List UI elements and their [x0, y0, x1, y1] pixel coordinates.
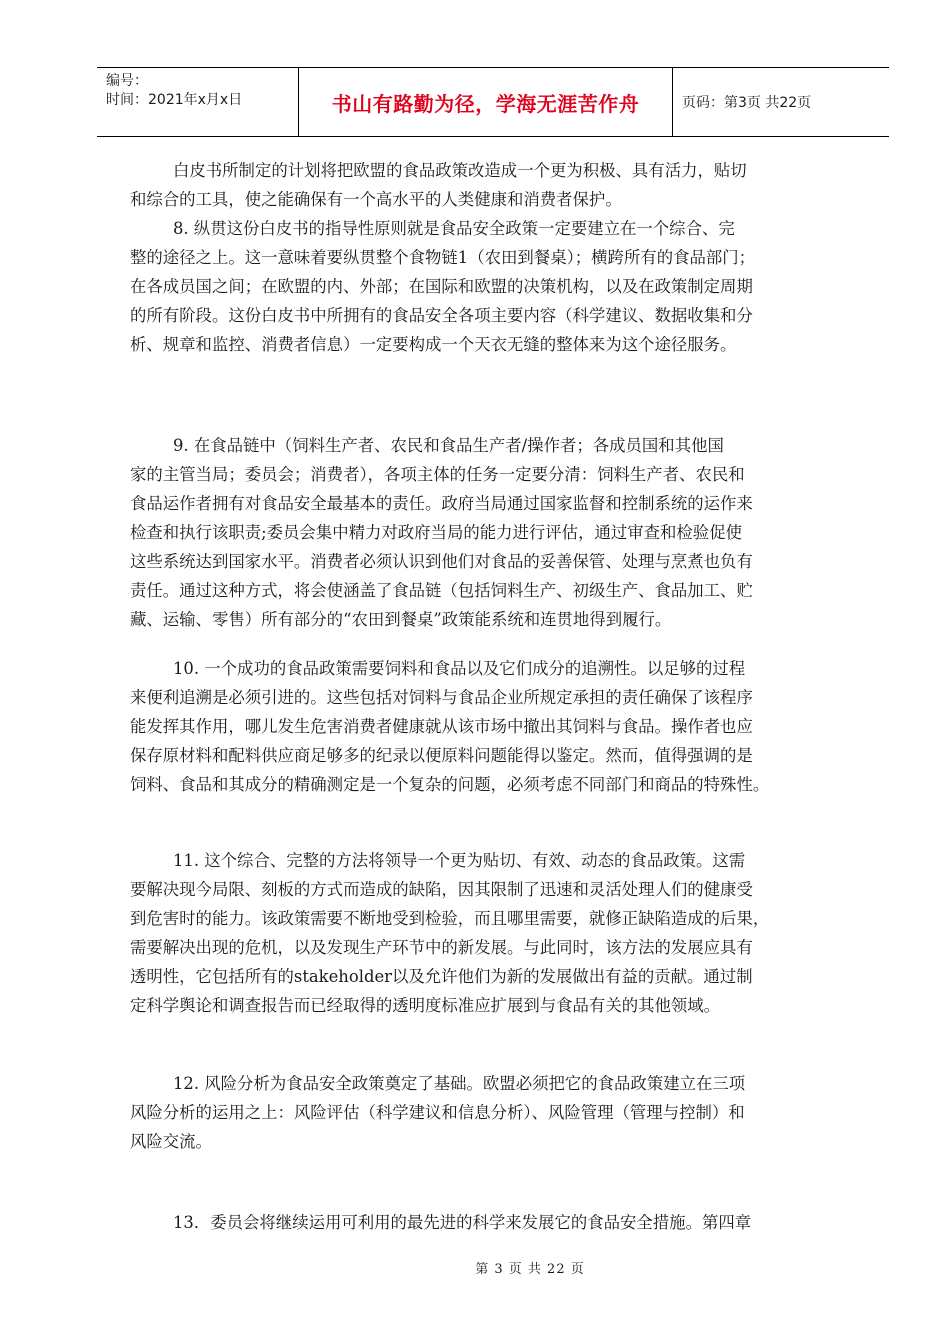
- paragraph-line: 风险交流。: [130, 1132, 212, 1151]
- page-footer: 第 3 页 共 22 页: [475, 1262, 585, 1277]
- paragraph-line: 透明性，它包括所有的stakeholder以及允许他们为新的发展做出有益的贡献。通过制: [130, 967, 753, 986]
- paragraph-11: [130, 846, 860, 1020]
- document-header: [97, 67, 889, 137]
- paragraph-line: 定科学舆论和调查报告而已经取得的透明度标准应扩展到与食品有关的其他领域。: [130, 996, 721, 1015]
- paragraph-line: 藏、运输、零售）所有部分的“农田到餐桌”政策能系统和连贯地得到履行。: [130, 610, 672, 629]
- paragraph-line: 在各成员国之间；在欧盟的内、外部；在国际和欧盟的决策机构，以及在政策制定周期: [130, 277, 753, 296]
- paragraph-line: 13．委员会将继续运用可利用的最先进的科学来发展它的食品安全措施。第四章: [173, 1213, 752, 1232]
- paragraph-line: 8. 纵贯这份白皮书的指导性原则就是食品安全政策一定要建立在一个综合、完: [173, 219, 735, 238]
- paragraph-line: 能发挥其作用，哪儿发生危害消费者健康就从该市场中撤出其饲料与食品。操作者也应: [130, 717, 753, 736]
- paragraph-line: 检查和执行该职责;委员会集中精力对政府当局的能力进行评估，通过审查和检验促使: [130, 523, 742, 542]
- paragraph-line: 12. 风险分析为食品安全政策奠定了基础。欧盟必须把它的食品政策建立在三项: [173, 1074, 746, 1093]
- paragraph-line: 整的途径之上。这一意味着要纵贯整个食物链1（农田到餐桌）；横跨所有的食品部门；: [130, 248, 756, 267]
- paragraph-line: 需要解决出现的危机，以及发现生产环节中的新发展。与此同时，该方法的发展应具有: [130, 938, 753, 957]
- paragraph-line: 析、规章和监控、消费者信息）一定要构成一个天衣无缝的整体来为这个途径服务。: [130, 335, 737, 354]
- paragraph-line: 11. 这个综合、完整的方法将领导一个更为贴切、有效、动态的食品政策。这需: [173, 851, 746, 870]
- paragraph-line: 来便利追溯是必须引进的。这些包括对饲料与食品企业所规定承担的责任确保了该程序: [130, 688, 753, 707]
- paragraph-12: [130, 1069, 860, 1156]
- paragraph-line: 这些系统达到国家水平。消费者必须认识到他们对食品的妥善保管、处理与烹煮也负有: [130, 552, 753, 571]
- paragraph-line: 家的主管当局；委员会；消费者），各项主体的任务一定要分清：饲料生产者、农民和: [130, 465, 745, 484]
- paragraph-line: 10. 一个成功的食品政策需要饲料和食品以及它们成分的追溯性。以足够的过程: [173, 659, 746, 678]
- paragraph-line: 保存原材料和配料供应商足够多的纪录以便原料问题能得以鉴定。然而，值得强调的是: [130, 746, 753, 765]
- header-motto: 书山有路勤为径，学海无涯苦作舟: [299, 68, 673, 136]
- header-page-label: 页码：第3页 共22页: [682, 95, 812, 111]
- paragraph-line: 9. 在食品链中（饲料生产者、农民和食品生产者/操作者；各成员国和其他国: [173, 436, 724, 455]
- paragraph-line: 和综合的工具，使之能确保有一个高水平的人类健康和消费者保护。: [130, 190, 622, 209]
- paragraph-line: 的所有阶段。这份白皮书中所拥有的食品安全各项主要内容（科学建议、数据收集和分: [130, 306, 753, 325]
- paragraph-line: 饲料、食品和其成分的精确测定是一个复杂的问题，必须考虑不同部门和商品的特殊性。: [130, 775, 770, 794]
- paragraph-line: 到危害时的能力。该政策需要不断地受到检验，而且哪里需要，就修正缺陷造成的后果，: [130, 909, 770, 928]
- paragraph-9: [130, 431, 860, 634]
- paragraph-13: [130, 1208, 860, 1237]
- paragraph-line: 风险分析的运用之上：风险评估（科学建议和信息分析）、风险管理（管理与控制）和: [130, 1103, 745, 1122]
- number-label: 编号：: [106, 73, 148, 89]
- paragraph-line: 要解决现今局限、刻板的方式而造成的缺陷，因其限制了迅速和灵活处理人们的健康受: [130, 880, 753, 899]
- paragraph-line: 食品运作者拥有对食品安全最基本的责任。政府当局通过国家监督和控制系统的运作来: [130, 494, 753, 513]
- paragraph-10: [130, 654, 860, 799]
- paragraph-intro: [130, 156, 860, 359]
- header-meta: [97, 68, 299, 136]
- time-label: 时间：2021年x月x日: [106, 92, 243, 108]
- paragraph-line: 白皮书所制定的计划将把欧盟的食品政策改造成一个更为积极、具有活力，贴切: [173, 161, 747, 180]
- paragraph-line: 责任。通过这种方式，将会使涵盖了食品链（包括饲料生产、初级生产、食品加工、贮: [130, 581, 753, 600]
